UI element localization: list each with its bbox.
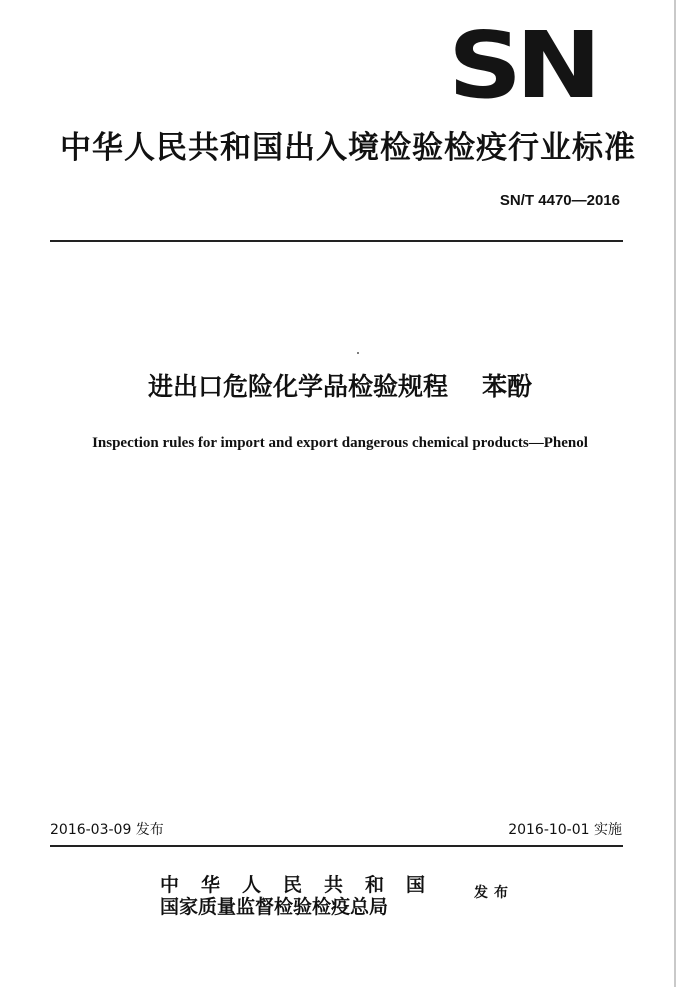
chinese-title-sub: 苯酚 — [482, 372, 533, 401]
chinese-title-main: 进出口危险化学品检验规程 — [147, 372, 448, 401]
english-title: Inspection rules for import and export dangerous chemical products—Phenol — [92, 435, 588, 451]
publish-label: 发布 — [474, 885, 514, 901]
scan-speck — [357, 352, 359, 354]
issue-date: 2016-03-09 发布 — [50, 822, 164, 838]
page-edge-line — [674, 0, 676, 987]
footer-issuer-line1: 中华人民共和国 — [160, 874, 448, 896]
footer-issuer-line2: 国家质量监督检验检疫总局 — [160, 896, 389, 918]
chinese-title — [0, 370, 680, 404]
sn-logo: SN — [448, 12, 596, 119]
standard-number: SN/T 4470—2016 — [499, 192, 620, 209]
effective-date: 2016-10-01 实施 — [508, 822, 622, 838]
bottom-divider — [50, 845, 623, 847]
issuer-title: 中华人民共和国出入境检验检疫行业标准 — [60, 130, 636, 166]
top-divider — [50, 240, 623, 242]
